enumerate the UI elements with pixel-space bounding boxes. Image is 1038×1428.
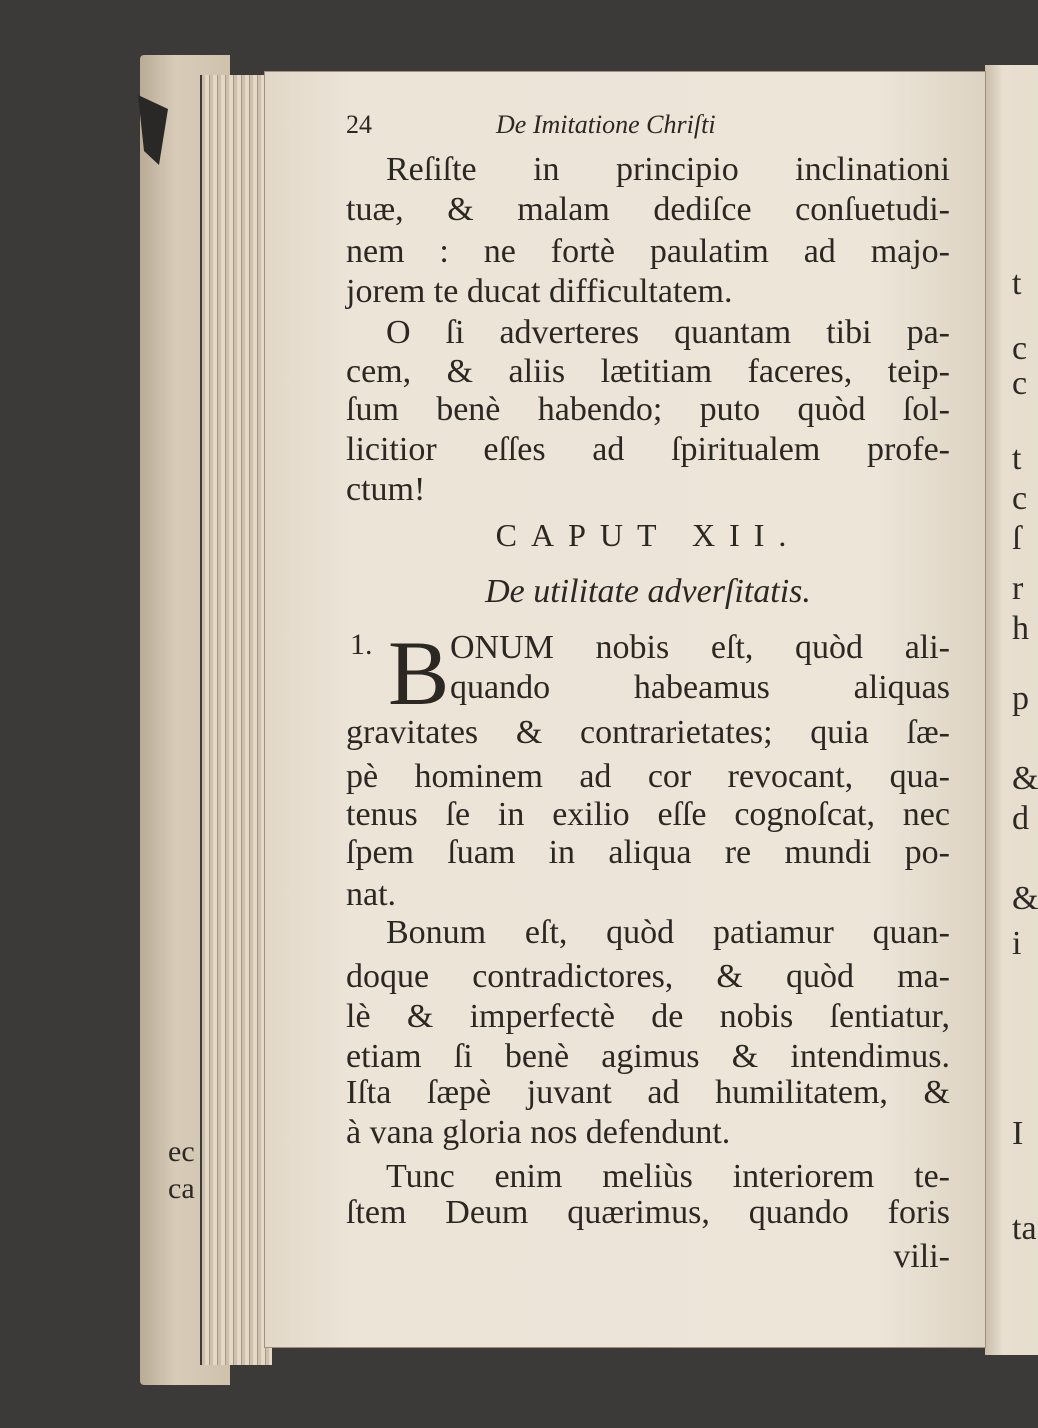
text-line: nem : ne fortè paulatim ad majo- [346, 233, 950, 270]
chapter-subtitle: De utilitate adverſitatis. [485, 573, 811, 610]
text-line: jorem te ducat difficultatem. [346, 273, 733, 310]
drop-cap: B [388, 622, 450, 724]
page-edges [200, 75, 272, 1365]
text-line: tuæ, & malam dediſce conſuetudi- [346, 191, 950, 228]
running-title: De Imitatione Chriſti [496, 110, 716, 139]
facing-page-fragment: c [1012, 480, 1028, 517]
text-line: ctum! [346, 471, 426, 508]
text-line: tenus ſe in exilio eſſe cognoſcat, nec [346, 796, 950, 833]
text-line: etiam ſi benè agimus & intendimus. [346, 1038, 950, 1075]
chapter-heading: CAPUT XII. [495, 517, 801, 553]
facing-page-fragment: & [1012, 880, 1038, 917]
text-line: lè & imperfectè de nobis ſentiatur, [346, 998, 950, 1035]
left-fragment: ca [168, 1172, 195, 1205]
text-line: licitior eſſes ad ſpiritualem profe- [346, 431, 950, 468]
facing-page-fragment: & [1012, 760, 1038, 797]
text-line: ſtem Deum quærimus, quando foris [346, 1194, 950, 1231]
text-line: Tunc enim meliùs interiorem te- [386, 1158, 950, 1195]
facing-page-fragment: c [1012, 330, 1028, 367]
text-line: quando habeamus aliquas [450, 669, 950, 706]
text-line: vili- [893, 1238, 950, 1275]
facing-page-fragment: h [1012, 610, 1029, 647]
facing-page-fragment: r [1012, 570, 1024, 607]
text-line: ſum benè habendo; puto quòd ſol- [346, 391, 950, 428]
facing-page-fragment: p [1012, 680, 1029, 717]
facing-page-fragment: t [1012, 265, 1022, 302]
text-line: nat. [346, 876, 397, 913]
text-line: cem, & aliis lætitiam faceres, teip- [346, 353, 950, 390]
text-line: Reſiſte in principio inclinationi [386, 151, 950, 188]
facing-page-fragment: c [1012, 365, 1028, 402]
text-line: doque contradictores, & quòd ma- [346, 958, 950, 995]
text-line: pè hominem ad cor revocant, qua- [346, 758, 950, 795]
facing-page-fragment: I [1012, 1115, 1024, 1152]
running-header [346, 110, 716, 140]
facing-page-fragment: ta [1012, 1210, 1037, 1247]
left-fragment: ec [168, 1135, 195, 1168]
section-number: 1. [350, 628, 373, 661]
text-line: ONUM nobis eſt, quòd ali- [450, 629, 950, 666]
facing-page-fragment: i [1012, 925, 1022, 962]
facing-page-fragment: t [1012, 440, 1022, 477]
text-line: Iſta ſæpè juvant ad humilitatem, & [346, 1074, 950, 1111]
text-line: O ſi adverteres quantam tibi pa- [386, 314, 950, 351]
facing-page-fragment: ſ [1012, 520, 1022, 557]
text-line: à vana gloria nos defendunt. [346, 1114, 731, 1151]
text-line: gravitates & contrarietates; quia ſæ- [346, 714, 950, 751]
text-line: ſpem ſuam in aliqua re mundi po- [346, 834, 950, 871]
page-number: 24 [346, 110, 372, 139]
text-line: Bonum eſt, quòd patiamur quan- [386, 914, 950, 951]
facing-page-fragment: d [1012, 800, 1029, 837]
